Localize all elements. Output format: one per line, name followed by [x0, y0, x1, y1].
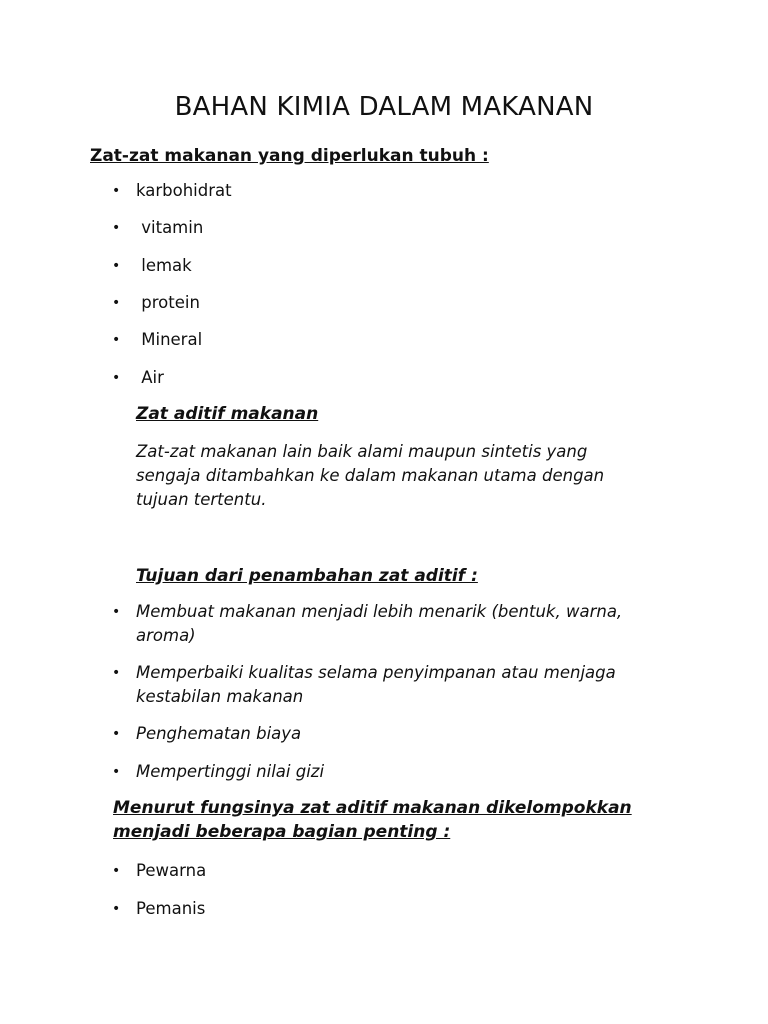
page-title: BAHAN KIMIA DALAM MAKANAN — [174, 92, 594, 122]
section-heading-additive: Zat aditif makanan — [136, 404, 319, 424]
bullet-icon: • — [112, 726, 121, 742]
bullet-icon: • — [112, 764, 121, 780]
section-heading-grouping: Menurut fungsinya zat aditif makanan dikelompokkan menjadi beberapa bagian penting : — [113, 798, 632, 842]
list-item — [112, 722, 672, 746]
list-item — [112, 859, 672, 883]
list-item-text: Air — [136, 368, 164, 387]
list-item — [112, 216, 672, 240]
bullet-icon: • — [112, 863, 121, 879]
list-item — [112, 366, 672, 390]
list-item-text: Mineral — [136, 330, 203, 349]
list-item — [112, 254, 672, 278]
bullet-icon: • — [112, 665, 121, 681]
list-item-text: Mempertinggi nilai gizi — [136, 762, 325, 781]
list-item-text: vitamin — [136, 218, 204, 237]
list-item-text: Membuat makanan menjadi lebih menarik (bentuk, warna, aroma) — [136, 602, 623, 645]
bullet-icon: • — [112, 332, 121, 348]
list-item-text: Penghematan biaya — [136, 724, 302, 743]
bullet-icon: • — [112, 295, 121, 311]
additive-definition: Zat-zat makanan lain baik alami maupun sintetis yang sengaja ditambahkan ke dalam makanan utama dengan tujuan tertentu. — [136, 442, 605, 509]
bullet-icon: • — [112, 183, 121, 199]
list-item-text: Memperbaiki kualitas selama penyimpanan atau menjaga kestabilan makanan — [136, 663, 616, 706]
list-item — [112, 760, 672, 784]
list-item — [112, 328, 672, 352]
bullet-icon: • — [112, 604, 121, 620]
list-item-text: lemak — [136, 256, 192, 275]
list-item — [112, 291, 672, 315]
bullet-icon: • — [112, 220, 121, 236]
section-heading-nutrients: Zat-zat makanan yang diperlukan tubuh : — [90, 146, 489, 166]
list-item — [112, 600, 672, 648]
list-item-text: karbohidrat — [136, 181, 232, 200]
list-item-text: protein — [136, 293, 200, 312]
list-item-text: Pemanis — [136, 899, 206, 918]
list-item — [112, 179, 672, 203]
list-item — [112, 661, 672, 709]
bullet-icon: • — [112, 901, 121, 917]
list-item — [112, 897, 672, 921]
list-item-text: Pewarna — [136, 861, 207, 880]
bullet-icon: • — [112, 370, 121, 386]
bullet-icon: • — [112, 258, 121, 274]
section-heading-purpose: Tujuan dari penambahan zat aditif : — [136, 566, 478, 586]
